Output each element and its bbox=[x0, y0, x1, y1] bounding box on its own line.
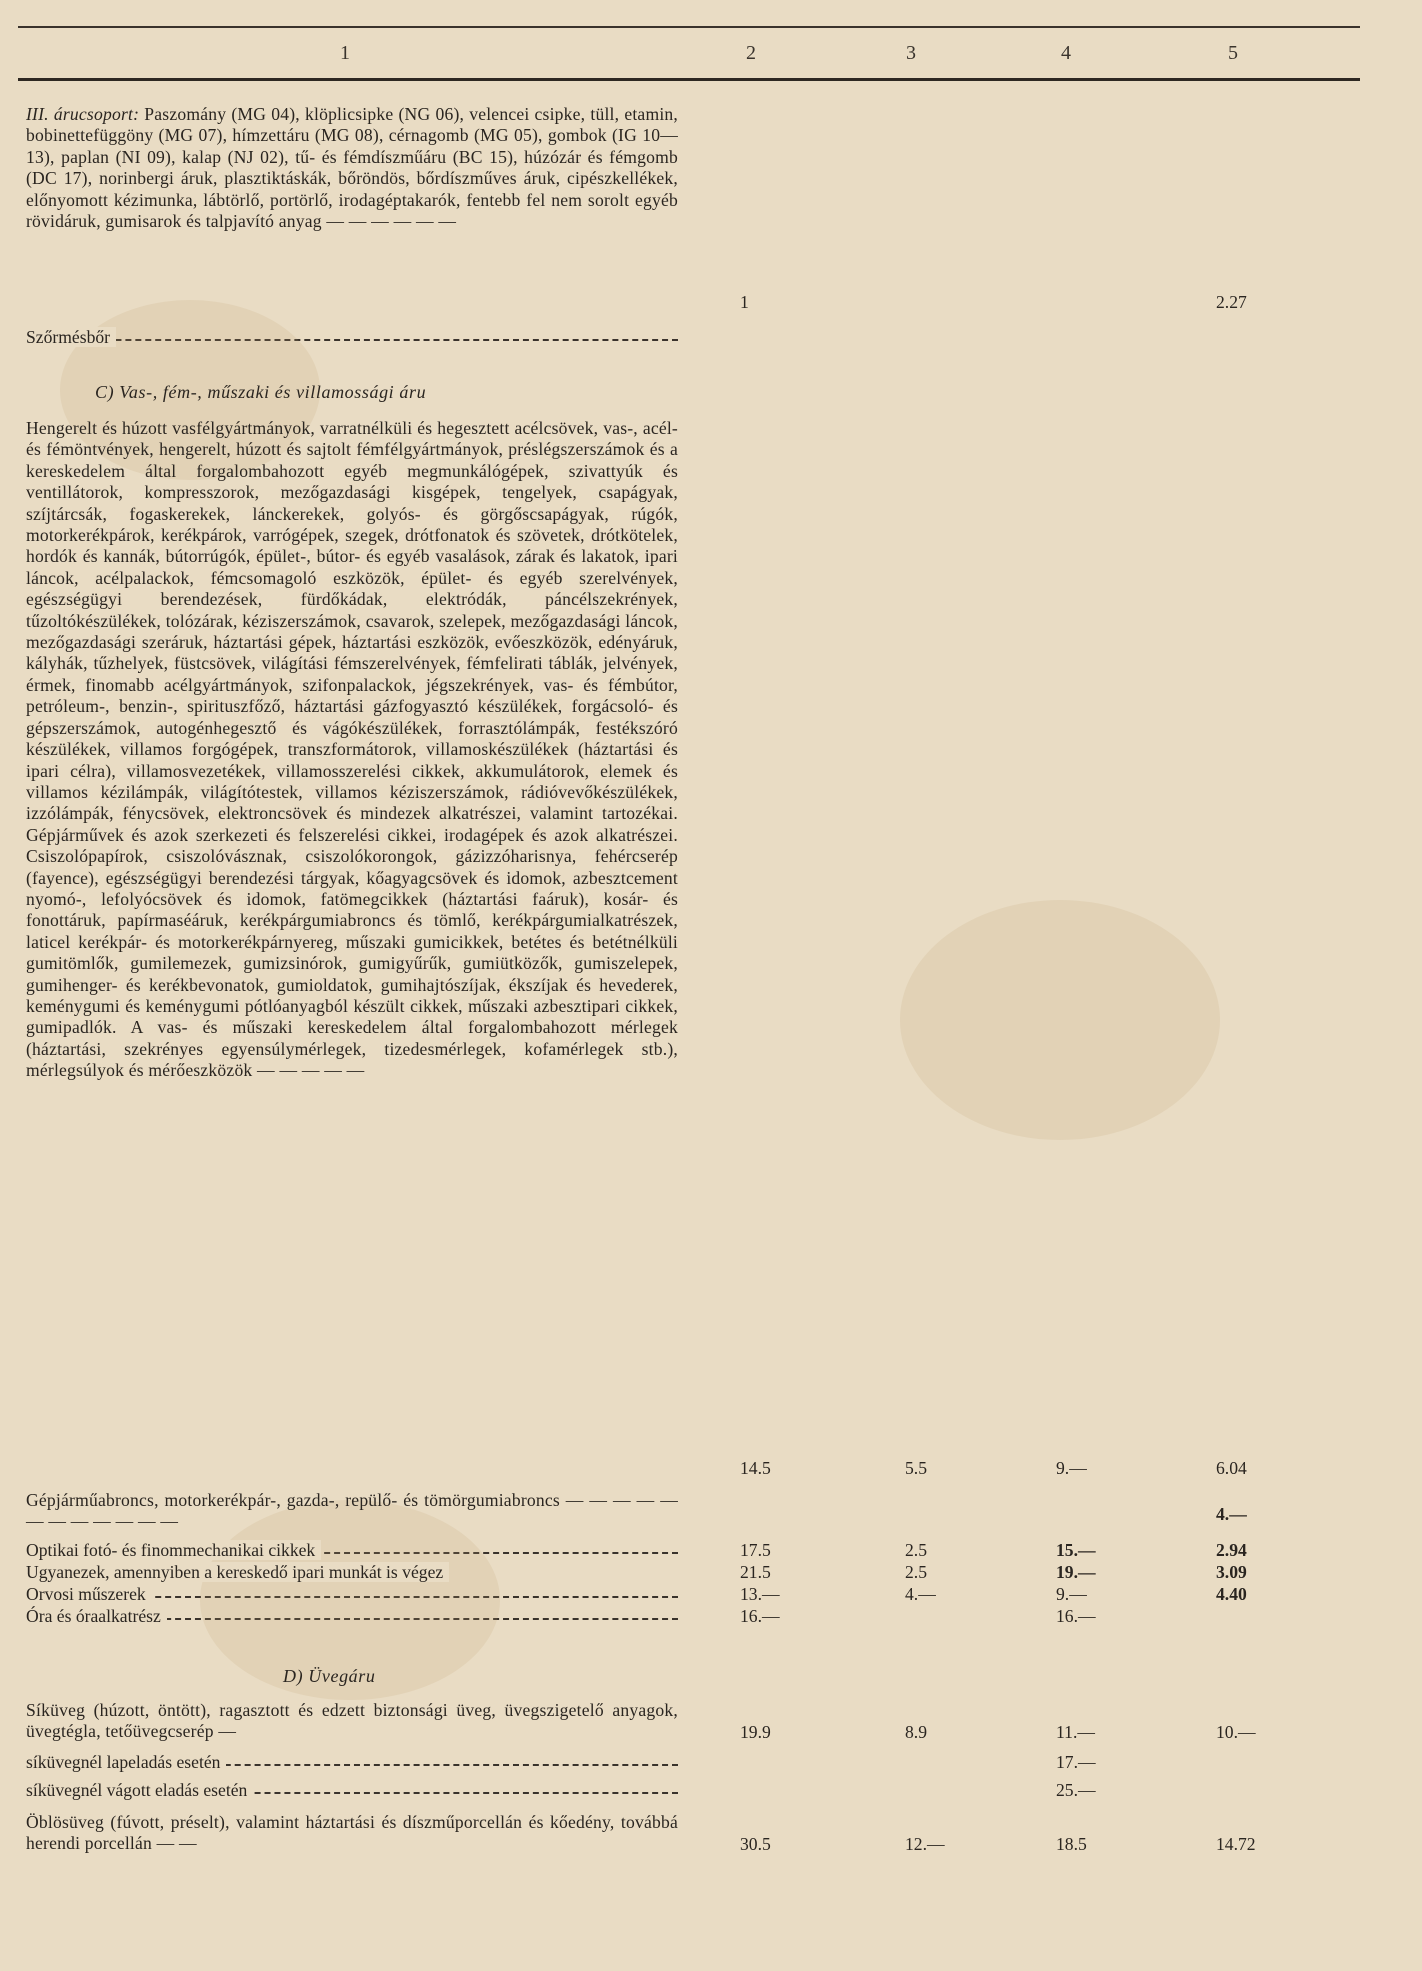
medical-row bbox=[0, 1584, 1422, 1606]
dash-leader: — — — — — — bbox=[326, 211, 457, 232]
medical-row-col2: 13.— bbox=[740, 1584, 780, 1604]
medical-row-label-cell bbox=[26, 1584, 678, 1605]
medical-row-col4: 9.— bbox=[1056, 1584, 1087, 1604]
header-top-rule bbox=[18, 26, 1360, 28]
flat-glass-col2: 19.9 bbox=[740, 1722, 771, 1742]
column-number-4: 4 bbox=[1061, 42, 1071, 64]
flat-glass-description bbox=[26, 1700, 678, 1743]
column-number-3: 3 bbox=[906, 42, 916, 64]
paper-stain bbox=[900, 900, 1220, 1140]
medical-row-label: Orvosi műszerek bbox=[26, 1584, 152, 1604]
section-d-heading: D) Üvegáru bbox=[283, 1666, 376, 1686]
tyre-row-label: Gépjárműabroncs, motorkerékpár-, gazda-, repülő- és tömörgumiabroncs bbox=[26, 1490, 560, 1510]
header-bottom-rule bbox=[18, 78, 1360, 81]
optics-industrial-row-label-cell bbox=[26, 1562, 678, 1583]
optics-row-label-cell bbox=[26, 1540, 678, 1561]
sheet-sale-row bbox=[0, 1752, 1422, 1774]
dash-leader: — bbox=[218, 1721, 237, 1742]
medical-row-col3: 4.— bbox=[905, 1584, 936, 1604]
optics-row-col3: 2.5 bbox=[905, 1540, 927, 1560]
tyre-row-description bbox=[26, 1490, 678, 1533]
flat-glass-text: Síküveg (húzott, öntött), ragasztott és edzett biztonsági üveg, üvegszigetelő anyagok, üvegtégla, tetőüvegcserép bbox=[26, 1700, 678, 1742]
optics-row-col2: 17.5 bbox=[740, 1540, 771, 1560]
optics-row-col4: 15.— bbox=[1056, 1540, 1096, 1560]
watch-row-col4: 16.— bbox=[1056, 1606, 1096, 1626]
tyre-row-col5: 4.— bbox=[1216, 1504, 1247, 1524]
optics-industrial-row-col2: 21.5 bbox=[740, 1562, 771, 1582]
watch-row-label: Óra és óraalkatrész bbox=[26, 1606, 167, 1626]
watch-row-label-cell bbox=[26, 1606, 678, 1627]
section-c-col5: 6.04 bbox=[1216, 1458, 1247, 1478]
dash-leader: — — — — — — — — — — — — bbox=[26, 1490, 678, 1532]
section-c-col2: 14.5 bbox=[740, 1458, 771, 1478]
dash-leader: — — — — — bbox=[257, 1060, 365, 1081]
group-iii-description bbox=[26, 104, 678, 232]
group-iii-label: III. árucsoport: bbox=[26, 104, 140, 124]
watch-row bbox=[0, 1606, 1422, 1628]
cut-sale-row bbox=[0, 1780, 1422, 1802]
optics-industrial-row-col4: 19.— bbox=[1056, 1562, 1096, 1582]
watch-row-col2: 16.— bbox=[740, 1606, 780, 1626]
section-c-col4: 9.— bbox=[1056, 1458, 1087, 1478]
hollow-glass-text: Öblösüveg (fúvott, préselt), valamint háztartási és díszműporcellán és kőedény, továbbá herendi porcellán bbox=[26, 1812, 678, 1854]
optics-industrial-row-label: Ugyanezek, amennyiben a kereskedő ipari munkát is végez bbox=[26, 1562, 449, 1582]
optics-industrial-row-col5: 3.09 bbox=[1216, 1562, 1247, 1582]
optics-row-label: Optikai fotó- és finommechanikai cikkek bbox=[26, 1540, 321, 1560]
hollow-glass-col2: 30.5 bbox=[740, 1834, 771, 1854]
section-c-description bbox=[26, 418, 678, 1082]
hollow-glass-description bbox=[26, 1812, 678, 1855]
column-number-1: 1 bbox=[340, 42, 350, 64]
flat-glass-col3: 8.9 bbox=[905, 1722, 927, 1742]
cut-sale-row-label: síküvegnél vágott eladás esetén bbox=[26, 1780, 253, 1800]
group-iii-text: Paszomány (MG 04), klöplicsipke (NG 06), velencei csipke, tüll, etamin, bobinettefüggöny (MG 07), hímzettáru (MG 08), cérnagomb (MG 05), gombok (IG 10—13), paplan (NI 09), kalap (NJ 02), tű- és fémdíszműáru (BC 15), húzózár és fémgomb (DC 17), norinbergi áruk, plasztiktáskák, bőröndös, bőrdíszműves áruk, cipészkellékek, előnyomott kézimunka, lábtörlő, portörlő, irodagéptakarók, fentebb fel nem sorolt egyéb rövidáruk, gumisarok és talpjavító anyag bbox=[26, 104, 679, 232]
sheet-sale-row-label: síküvegnél lapeladás esetén bbox=[26, 1752, 226, 1772]
hollow-glass-col3: 12.— bbox=[905, 1834, 945, 1854]
flat-glass-col4: 11.— bbox=[1056, 1722, 1095, 1742]
section-c-text: Hengerelt és húzott vasfélgyártmányok, varratnélküli és hegesztett acélcsövek, vas-, acél- és fémöntvények, hengerelt, húzott és sajtolt fémfélgyártmányok, préslégszerszámok és a kereskedelem által forgalombahozott egyéb megmunkálógépek, szivattyúk és ventillátorok, kompresszorok, mezőgazdasági kisgépek, tengelyek, csapágyak, szíjtárcsák, fogaskerekek, lánckerekek, golyós- és görgőscsapágyak, rúgók, motorkerékpárok, kerékpárok, varrógépek, szegek, drótfonatok és szövetek, drótkötelek, hordók és kannák, bútorrúgók, épület-, bútor- és egyéb vasalások, zárak és lakatok, ipari láncok, acélpalackok, fémcsomagoló eszközök, épület- és egyéb szerelvények, egészségügyi berendezések, fürdőkádak, elektródák, páncélszekrények, tűzoltókészülékek, tolózárak, kéziszerszámok, csavarok, szelepek, mezőgazdasági láncok, mezőgazdasági szeráruk, háztartási gépek, háztartási eszközök, evőeszközök, edényáruk, kályhák, tűzhelyek, füstcsövek, világítási fémszerelvények, fémfelirati táblák, jelvények, érmek, finomabb acélgyártmányok, szifonpalackok, jégszekrények, vas- és fémbútor, petróleum-, benzin-, spirituszfőző, háztartási gázfogyasztó készülékek, forgácsoló- és gépszerszámok, autogénhegesztő és vágókészülékek, forrasztólámpák, festékszóró készülékek, villamos forgógépek, transzformátorok, villamoskészülékek (háztartási és ipari célra), villamosvezetékek, villamosszerelési cikkek, akkumulátorok, elemek és villamos kézilámpák, világítótestek, villamos kéziszerszámok, rádióvevőkészülékek, izzólámpák, fénycsövek, elektroncsövek és mindezek alkatrészei, valamint tartozékai. Gépjárművek és azok szerkezeti és felszerelési cikkei, irodagépek és azok alkatrészei. Csiszolópapírok, csiszolóvásznak, csiszolókorongok, gázizzóharisnya, fehércserép (fayence), egészségügyi berendezési tárgyak, kőagyagcsövek és idomok, azbesztcement nyomó-, lefolyócsövek és idomok, fatömegcikkek (háztartási faáruk), kosár- és fonottáruk, papírmaséáruk, kerékpárgumiabroncs és tömlő, kerékpárgumialkatrészek, laticel kerékpár- és motorkerékpárnyereg, műszaki gumicikkek, betétes és betétnélküli gumitömlők, gumilemezek, gumizsinórok, gumigyűrűk, gumiütközők, gumiszelepek, gumihenger- és kerékbevonatok, gumioldatok, gumihajtószíjak, ékszíjak és hevederek, keménygumi és keménygumi pótlóanyagból készült cikkek, műszaki azbesztipari cikkek, gumipadlók. A vas- és műszaki kereskedelem által forgalombahozott mérlegek (háztartási, szekrényes egyensúlymérlegek, tizedesmérlegek, kofamérlegek stb.), mérlegsúlyok és mérőeszközök bbox=[26, 418, 678, 1081]
fur-row-label-cell bbox=[26, 327, 678, 348]
cut-sale-row-col4: 25.— bbox=[1056, 1780, 1096, 1800]
dash-leader bbox=[26, 339, 678, 341]
optics-row-col5: 2.94 bbox=[1216, 1540, 1247, 1560]
group-iii-col2: 1 bbox=[740, 292, 749, 312]
flat-glass-col5: 10.— bbox=[1216, 1722, 1256, 1742]
column-number-2: 2 bbox=[746, 42, 756, 64]
group-iii-col5: 2.27 bbox=[1216, 292, 1247, 312]
fur-row bbox=[0, 327, 1422, 349]
section-c-heading: C) Vas-, fém-, műszaki és villamossági áru bbox=[95, 382, 427, 402]
optics-industrial-row bbox=[0, 1562, 1422, 1584]
column-number-5: 5 bbox=[1228, 42, 1238, 64]
sheet-sale-row-label-cell bbox=[26, 1752, 678, 1773]
hollow-glass-col4: 18.5 bbox=[1056, 1834, 1087, 1854]
medical-row-col5: 4.40 bbox=[1216, 1584, 1247, 1604]
dash-leader: — — bbox=[156, 1833, 197, 1854]
section-c-col3: 5.5 bbox=[905, 1458, 927, 1478]
fur-label: Szőrmésbőr bbox=[26, 327, 116, 347]
cut-sale-row-label-cell bbox=[26, 1780, 678, 1801]
sheet-sale-row-col4: 17.— bbox=[1056, 1752, 1096, 1772]
optics-row bbox=[0, 1540, 1422, 1562]
optics-industrial-row-col3: 2.5 bbox=[905, 1562, 927, 1582]
hollow-glass-col5: 14.72 bbox=[1216, 1834, 1256, 1854]
